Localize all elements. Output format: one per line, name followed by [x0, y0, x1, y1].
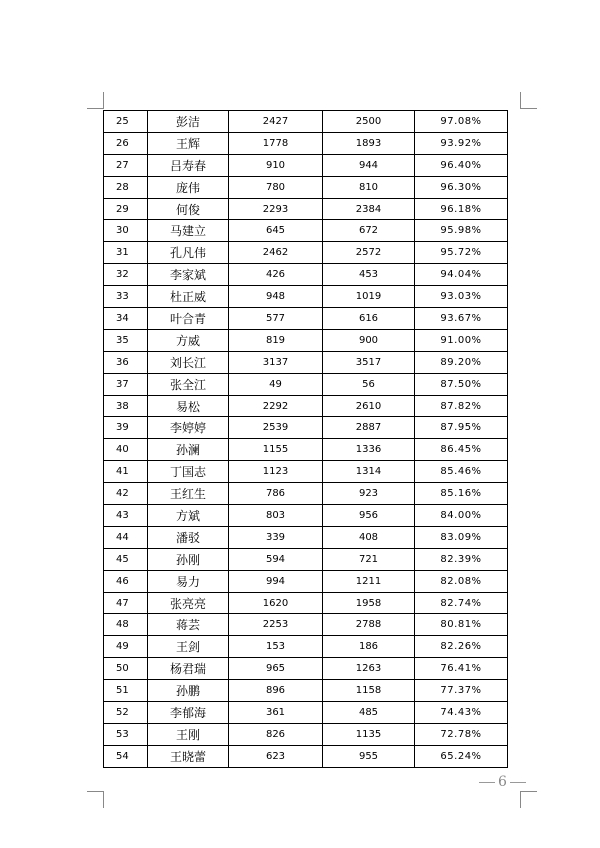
value-cell: 3137: [229, 351, 323, 373]
percent-cell: 82.08%: [415, 570, 508, 592]
row-index-cell: 48: [104, 614, 148, 636]
percent-cell: 96.30%: [415, 176, 508, 198]
name-cell: 吕寿春: [148, 154, 229, 176]
value-cell: 1123: [229, 461, 323, 483]
percent-cell: 72.78%: [415, 723, 508, 745]
percent-cell: 94.04%: [415, 264, 508, 286]
table-row: [104, 680, 508, 702]
table-row: [104, 614, 508, 636]
table-row: [104, 570, 508, 592]
value-cell: 49: [229, 373, 323, 395]
percent-cell: 84.00%: [415, 505, 508, 527]
row-index-cell: 54: [104, 745, 148, 767]
percent-cell: 95.98%: [415, 220, 508, 242]
page-dash-left: [479, 782, 495, 783]
percent-cell: 93.03%: [415, 286, 508, 308]
name-cell: 马建立: [148, 220, 229, 242]
percent-cell: 93.92%: [415, 132, 508, 154]
name-cell: 潘驳: [148, 526, 229, 548]
percent-cell: 89.20%: [415, 351, 508, 373]
row-index-cell: 52: [104, 702, 148, 724]
total-cell: 672: [323, 220, 415, 242]
table-row: [104, 592, 508, 614]
value-cell: 965: [229, 658, 323, 680]
total-cell: 616: [323, 308, 415, 330]
name-cell: 张全江: [148, 373, 229, 395]
table-row: [104, 636, 508, 658]
table-row: [104, 658, 508, 680]
table-row: [104, 242, 508, 264]
value-cell: 339: [229, 526, 323, 548]
name-cell: 孙刚: [148, 548, 229, 570]
table-row: [104, 264, 508, 286]
row-index-cell: 51: [104, 680, 148, 702]
page-dash-right: [510, 782, 526, 783]
value-cell: 2293: [229, 198, 323, 220]
value-cell: 896: [229, 680, 323, 702]
name-cell: 易松: [148, 395, 229, 417]
percent-cell: 86.45%: [415, 439, 508, 461]
row-index-cell: 34: [104, 308, 148, 330]
row-index-cell: 25: [104, 111, 148, 133]
row-index-cell: 29: [104, 198, 148, 220]
name-cell: 李郁海: [148, 702, 229, 724]
page-number: [476, 774, 529, 790]
percent-cell: 83.09%: [415, 526, 508, 548]
total-cell: 1958: [323, 592, 415, 614]
percent-cell: 74.43%: [415, 702, 508, 724]
table-row: [104, 286, 508, 308]
name-cell: 孙澜: [148, 439, 229, 461]
total-cell: 56: [323, 373, 415, 395]
table-row: [104, 373, 508, 395]
data-table: [103, 110, 508, 768]
row-index-cell: 43: [104, 505, 148, 527]
table-row: [104, 526, 508, 548]
name-cell: 方威: [148, 329, 229, 351]
value-cell: 1620: [229, 592, 323, 614]
name-cell: 孙鹏: [148, 680, 229, 702]
row-index-cell: 28: [104, 176, 148, 198]
value-cell: 2427: [229, 111, 323, 133]
name-cell: 蒋芸: [148, 614, 229, 636]
table-row: [104, 132, 508, 154]
percent-cell: 65.24%: [415, 745, 508, 767]
name-cell: 王红生: [148, 483, 229, 505]
table-row: [104, 483, 508, 505]
row-index-cell: 33: [104, 286, 148, 308]
value-cell: 426: [229, 264, 323, 286]
table-row: [104, 220, 508, 242]
name-cell: 孔凡伟: [148, 242, 229, 264]
total-cell: 408: [323, 526, 415, 548]
name-cell: 王晓蕾: [148, 745, 229, 767]
total-cell: 186: [323, 636, 415, 658]
value-cell: 910: [229, 154, 323, 176]
row-index-cell: 53: [104, 723, 148, 745]
total-cell: 1893: [323, 132, 415, 154]
name-cell: 易力: [148, 570, 229, 592]
crop-mark-top-left: [87, 92, 104, 109]
row-index-cell: 27: [104, 154, 148, 176]
percent-cell: 87.50%: [415, 373, 508, 395]
total-cell: 3517: [323, 351, 415, 373]
name-cell: 李婷婷: [148, 417, 229, 439]
name-cell: 杜正威: [148, 286, 229, 308]
table-row: [104, 723, 508, 745]
total-cell: 485: [323, 702, 415, 724]
table-body: [104, 111, 508, 768]
percent-cell: 93.67%: [415, 308, 508, 330]
value-cell: 577: [229, 308, 323, 330]
percent-cell: 87.82%: [415, 395, 508, 417]
name-cell: 王剑: [148, 636, 229, 658]
name-cell: 杨君瑞: [148, 658, 229, 680]
table-row: [104, 461, 508, 483]
name-cell: 刘长江: [148, 351, 229, 373]
row-index-cell: 41: [104, 461, 148, 483]
percent-cell: 95.72%: [415, 242, 508, 264]
row-index-cell: 35: [104, 329, 148, 351]
total-cell: 944: [323, 154, 415, 176]
value-cell: 2462: [229, 242, 323, 264]
percent-cell: 76.41%: [415, 658, 508, 680]
row-index-cell: 37: [104, 373, 148, 395]
total-cell: 955: [323, 745, 415, 767]
row-index-cell: 40: [104, 439, 148, 461]
row-index-cell: 42: [104, 483, 148, 505]
total-cell: 721: [323, 548, 415, 570]
table-row: [104, 417, 508, 439]
value-cell: 948: [229, 286, 323, 308]
row-index-cell: 31: [104, 242, 148, 264]
total-cell: 1314: [323, 461, 415, 483]
percent-cell: 82.26%: [415, 636, 508, 658]
percent-cell: 96.18%: [415, 198, 508, 220]
total-cell: 2384: [323, 198, 415, 220]
name-cell: 方斌: [148, 505, 229, 527]
value-cell: 1155: [229, 439, 323, 461]
row-index-cell: 49: [104, 636, 148, 658]
row-index-cell: 39: [104, 417, 148, 439]
name-cell: 庞伟: [148, 176, 229, 198]
name-cell: 叶合青: [148, 308, 229, 330]
value-cell: 780: [229, 176, 323, 198]
percent-cell: 96.40%: [415, 154, 508, 176]
total-cell: 2788: [323, 614, 415, 636]
total-cell: 1135: [323, 723, 415, 745]
total-cell: 1019: [323, 286, 415, 308]
table-row: [104, 702, 508, 724]
table-row: [104, 439, 508, 461]
total-cell: 956: [323, 505, 415, 527]
name-cell: 彭洁: [148, 111, 229, 133]
name-cell: 王刚: [148, 723, 229, 745]
row-index-cell: 38: [104, 395, 148, 417]
crop-mark-bottom-left: [87, 791, 104, 808]
value-cell: 826: [229, 723, 323, 745]
value-cell: 594: [229, 548, 323, 570]
total-cell: 923: [323, 483, 415, 505]
row-index-cell: 46: [104, 570, 148, 592]
table-row: [104, 329, 508, 351]
value-cell: 153: [229, 636, 323, 658]
table-row: [104, 308, 508, 330]
table-row: [104, 111, 508, 133]
value-cell: 623: [229, 745, 323, 767]
total-cell: 2887: [323, 417, 415, 439]
table-row: [104, 505, 508, 527]
percent-cell: 85.46%: [415, 461, 508, 483]
value-cell: 786: [229, 483, 323, 505]
percent-cell: 82.74%: [415, 592, 508, 614]
total-cell: 1263: [323, 658, 415, 680]
percent-cell: 85.16%: [415, 483, 508, 505]
total-cell: 1336: [323, 439, 415, 461]
crop-mark-top-right: [520, 92, 537, 109]
total-cell: 810: [323, 176, 415, 198]
total-cell: 900: [323, 329, 415, 351]
name-cell: 李家斌: [148, 264, 229, 286]
percent-cell: 91.00%: [415, 329, 508, 351]
percent-cell: 77.37%: [415, 680, 508, 702]
row-index-cell: 44: [104, 526, 148, 548]
page-number-text: 6: [498, 774, 507, 790]
percent-cell: 80.81%: [415, 614, 508, 636]
row-index-cell: 26: [104, 132, 148, 154]
value-cell: 645: [229, 220, 323, 242]
table-row: [104, 176, 508, 198]
crop-mark-bottom-right: [520, 791, 537, 808]
table-row: [104, 548, 508, 570]
total-cell: 453: [323, 264, 415, 286]
total-cell: 1211: [323, 570, 415, 592]
percent-cell: 97.08%: [415, 111, 508, 133]
table-row: [104, 198, 508, 220]
value-cell: 2292: [229, 395, 323, 417]
name-cell: 王辉: [148, 132, 229, 154]
percent-cell: 87.95%: [415, 417, 508, 439]
total-cell: 2610: [323, 395, 415, 417]
table-row: [104, 154, 508, 176]
row-index-cell: 32: [104, 264, 148, 286]
table-row: [104, 395, 508, 417]
value-cell: 2539: [229, 417, 323, 439]
row-index-cell: 45: [104, 548, 148, 570]
value-cell: 803: [229, 505, 323, 527]
table-row: [104, 351, 508, 373]
row-index-cell: 30: [104, 220, 148, 242]
total-cell: 2500: [323, 111, 415, 133]
name-cell: 何俊: [148, 198, 229, 220]
value-cell: 2253: [229, 614, 323, 636]
row-index-cell: 50: [104, 658, 148, 680]
total-cell: 1158: [323, 680, 415, 702]
value-cell: 1778: [229, 132, 323, 154]
value-cell: 994: [229, 570, 323, 592]
value-cell: 819: [229, 329, 323, 351]
name-cell: 丁国志: [148, 461, 229, 483]
row-index-cell: 36: [104, 351, 148, 373]
total-cell: 2572: [323, 242, 415, 264]
percent-cell: 82.39%: [415, 548, 508, 570]
value-cell: 361: [229, 702, 323, 724]
name-cell: 张亮亮: [148, 592, 229, 614]
row-index-cell: 47: [104, 592, 148, 614]
table-row: [104, 745, 508, 767]
